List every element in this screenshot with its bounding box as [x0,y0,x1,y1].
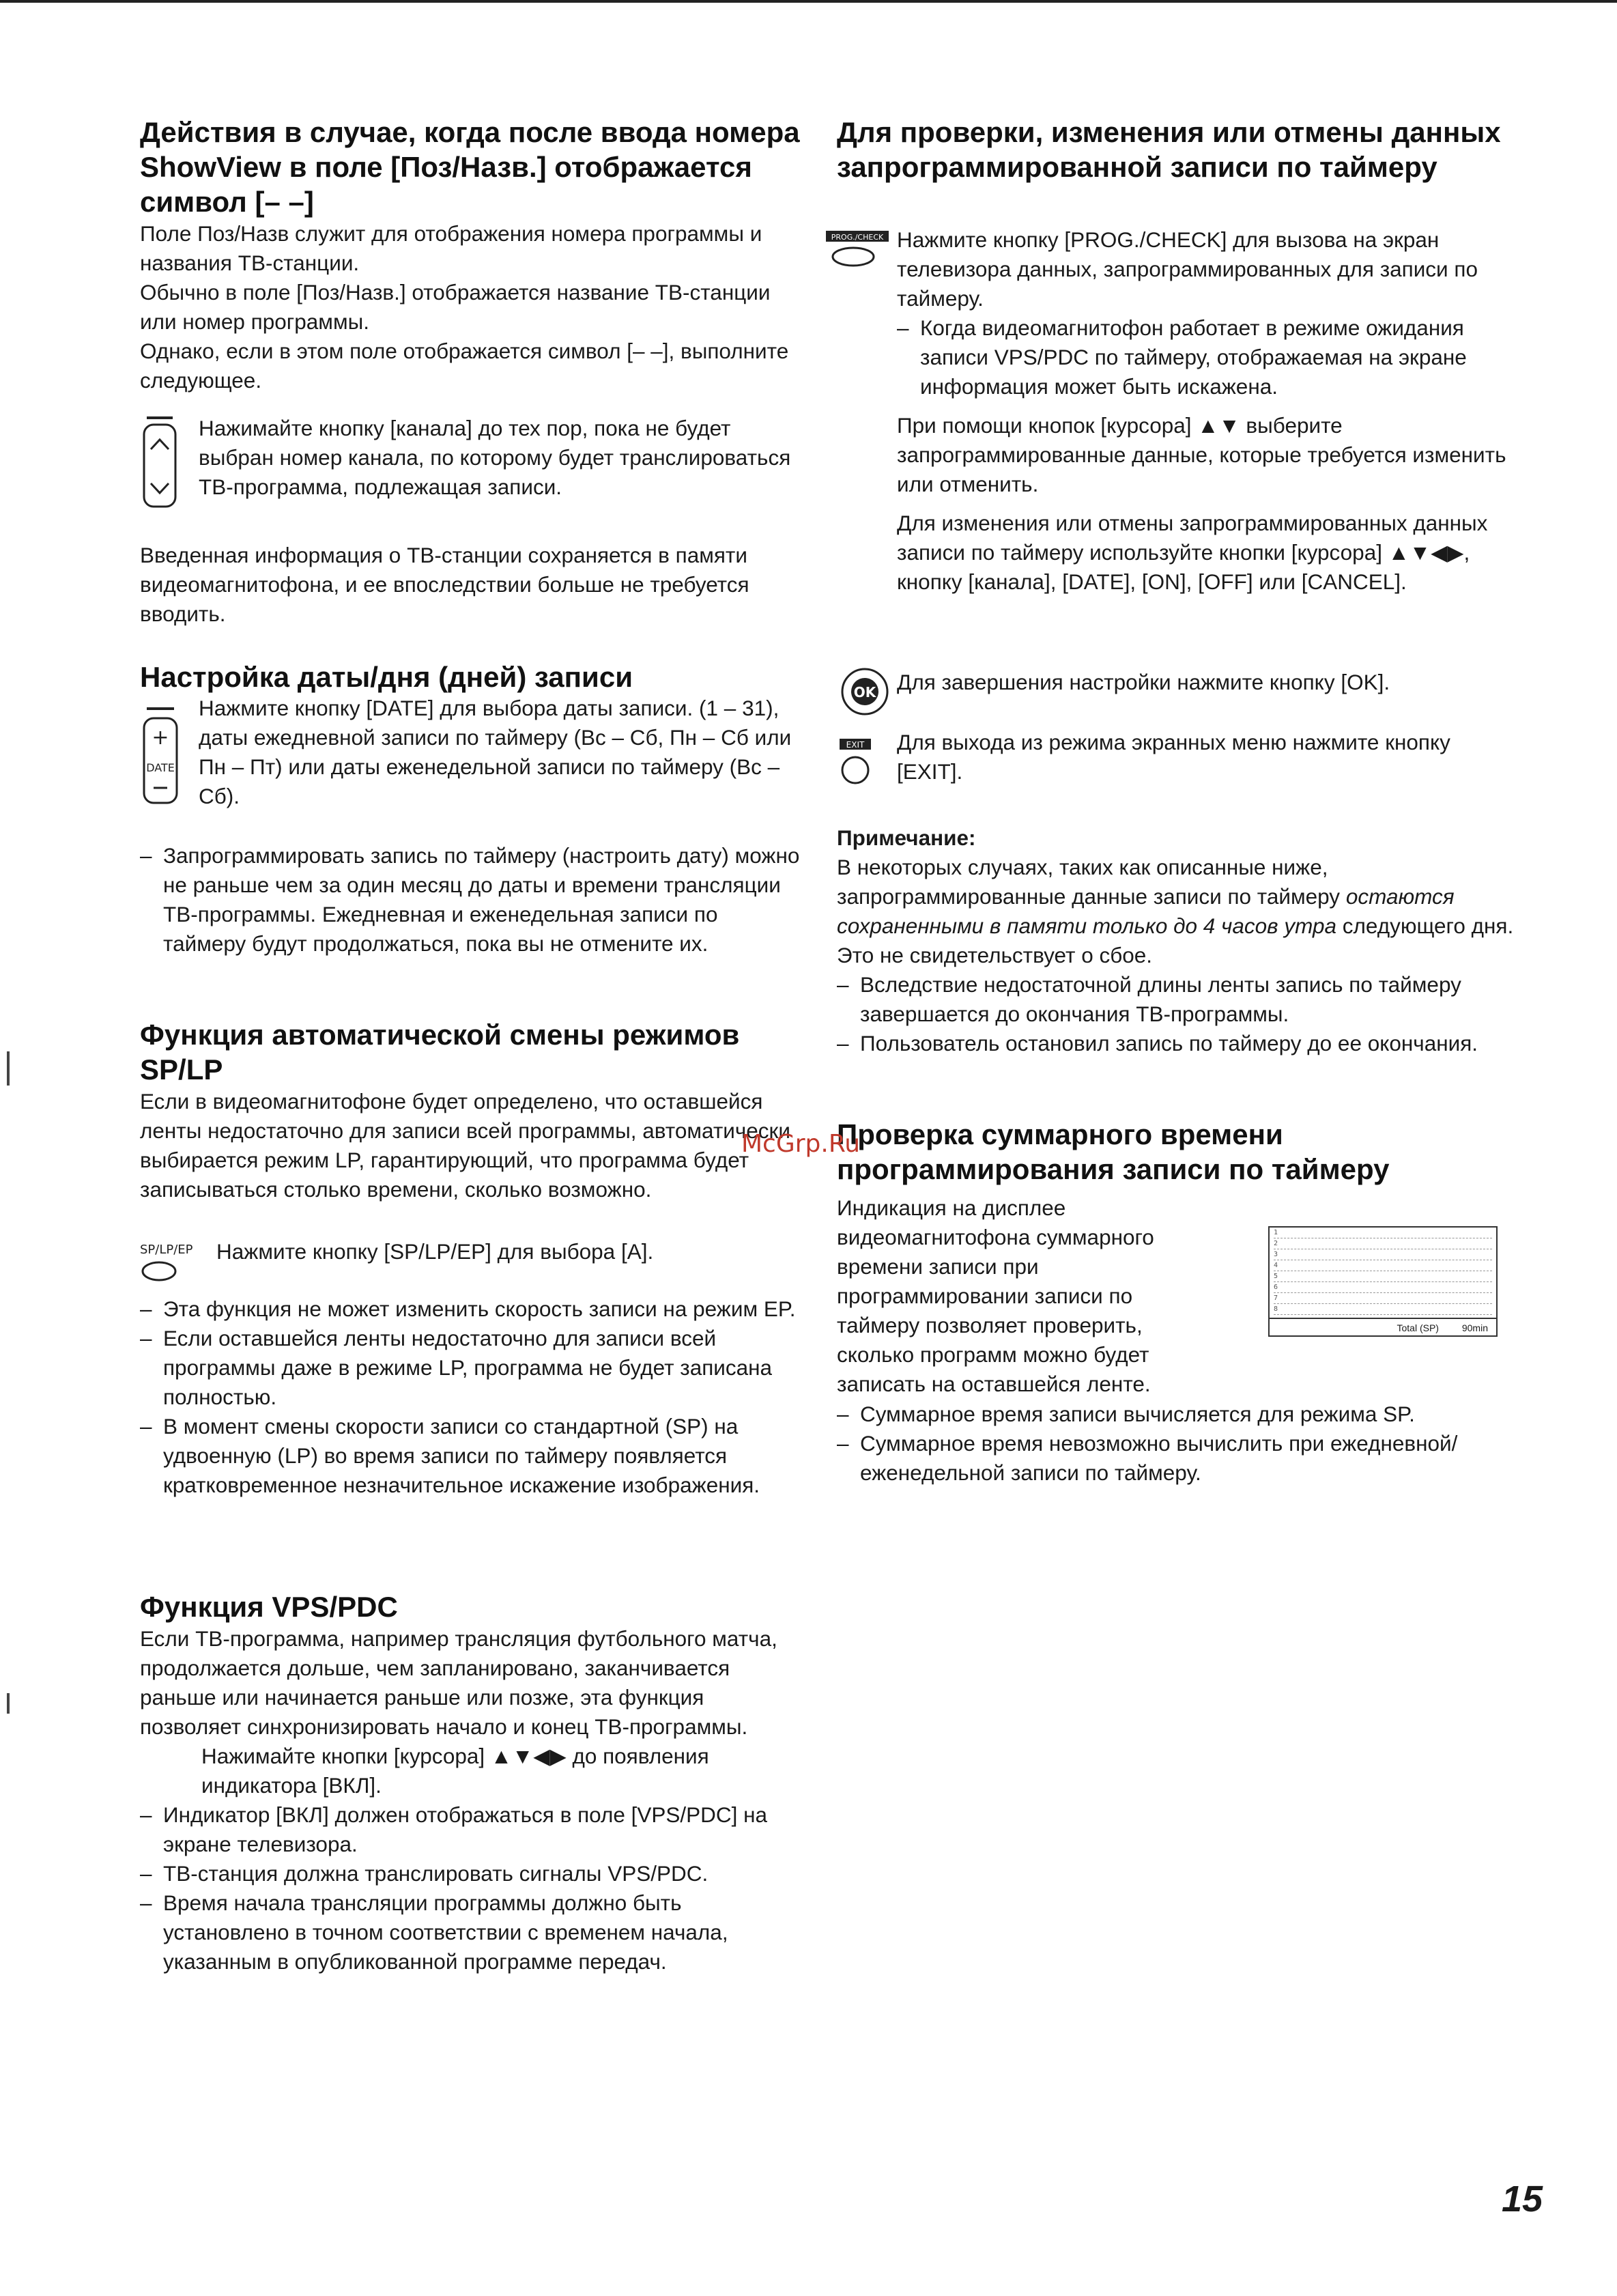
dash-item: – В момент смены скорости записи со стандартной (SP) на удвоенную (LP) во время записи по таймеру появляется кратковременное незначительное искажение изображения. [140,1412,802,1500]
dash-item: – Запрограммировать запись по таймеру (настроить дату) можно не раньше чем за один месяц до даты и времени трансляции ТВ-программы. Ежедневная и еженедельная записи по таймеру будут продолжаться, пока вы не отмените их. [140,841,802,959]
date-icon-label: DATE [146,761,175,774]
display-row: 5 [1274,1271,1492,1282]
watermark: McGrp.Ru [741,1130,861,1158]
channel-button-icon [140,415,180,514]
section-title: Для проверки, изменения или отмены данных запрограммированной записи по таймеру [837,116,1501,183]
step-text: Для завершения настройки нажмите кнопку [OK]. [897,670,1390,694]
display-row: 3 [1274,1249,1492,1260]
paragraph: Поле Поз/Назв служит для отображения номера программы и названия ТВ-станции. [140,221,762,275]
display-row: 1 [1274,1228,1492,1238]
display-row: 6 [1274,1282,1492,1293]
step-text: Нажмите кнопку [PROG./CHECK] для вызова на экран телевизора данных, запрограммированных для записи по таймеру. [897,227,1478,311]
step-text: Нажмите кнопку [SP/LP/EP] для выбора [A]. [216,1239,654,1264]
dash-item: – Время начала трансляции программы должно быть установлено в точном соответствии с временем начала, указанным в опубликованной программе передач. [140,1888,802,1976]
section-date [140,660,802,694]
display-row: 7 [1274,1293,1492,1304]
section-prog-check [837,115,1519,184]
note-title: Примечание: [837,825,976,850]
note-text: следующего дня. Это не свидетельствует о сбое. [837,913,1514,967]
display-row: 4 [1274,1260,1492,1271]
note-italic: остаются сохраненными в памяти только до 4 часов утра [837,884,1455,938]
paragraph: Введенная информация о ТВ-станции сохраняется в памяти видеомагнитофона, и ее впоследствии больше не требуется вводить. [140,543,749,626]
prog-check-step [897,225,1511,597]
page-number: 15 [1502,2179,1543,2220]
dash-item: – Когда видеомагнитофон работает в режиме ожидания записи VPS/PDC по таймеру, отображаемая на экране информация может быть искажена. [897,313,1511,401]
channel-step [199,414,799,502]
display-total-label: Total (SP) [1397,1322,1439,1333]
step-text: Нажмите кнопку [DATE] для выбора даты записи. (1 – 31), даты ежедневной записи по таймеру (Вс – Сб, Пн – Сб или Пн – Пт) или даты еженедельной записи по таймеру (Вс – Сб). [199,696,792,808]
exit-button-icon [840,735,881,790]
date-step [199,694,799,811]
splp-notes [140,1294,802,1500]
display-row: 8 [1274,1304,1492,1315]
splpep-button-icon [140,1241,195,1287]
paragraph: Индикация на дисплее видеомагнитофона суммарного времени записи при программировании записи по таймеру позволяет проверить, сколько программ можно будет записать на оставшейся ленте. [837,1195,1154,1396]
display-row: 2 [1274,1238,1492,1249]
note-block [837,823,1519,1058]
paragraph: Однако, если в этом поле отображается символ [– –], выполните следующее. [140,339,789,393]
date-button-icon [140,705,181,810]
section-title: Функция VPS/PDC [140,1591,398,1623]
step-text: Нажимайте кнопку [канала] до тех пор, пока не будет выбран номер канала, по которому будет транслироваться ТВ-программа, подлежащая записи. [199,416,791,499]
prog-check-button-icon [826,229,891,274]
section-splp [140,1017,802,1204]
ok-icon-label: OK [853,684,876,700]
showview-footnote [140,541,802,629]
step-text: Нажимайте кнопки [курсора] ▲▼◀▶ до появления индикатора [ВКЛ]. [201,1744,709,1798]
splpep-icon-label: SP/LP/EP [140,1243,193,1257]
scan-mark [7,1693,10,1714]
dash-item: – Вследствие недостаточной длины ленты запись по таймеру завершается до окончания ТВ-программы. [837,970,1519,1029]
paragraph: Для изменения или отмены запрограммированных данных записи по таймеру используйте кнопки [курсора] ▲▼◀▶, кнопку [канала], [DATE], [ON], [OFF] или [CANCEL]. [897,511,1488,594]
svg-text:+: + [152,726,169,750]
paragraph: При помощи кнопок [курсора] ▲▼ выберите запрограммированные данные, которые требуется изменить или отменить. [897,413,1506,496]
section-vps [140,1589,802,1976]
dash-item: – ТВ-станция должна транслировать сигналы VPS/PDC. [140,1859,802,1888]
section-showview [140,115,802,395]
section-title: Функция автоматической смены режимов SP/LP [140,1019,740,1086]
dash-item: – Если оставшейся ленты недостаточно для записи всей программы даже в режиме LP, программа не будет записана полностью. [140,1324,802,1412]
display-total-value: 90min [1461,1322,1488,1333]
total-time-text [837,1193,1219,1399]
paragraph [837,853,1519,970]
dash-item: – Эта функция не может изменить скорость записи на режим EP. [140,1294,802,1324]
display-total [1270,1318,1496,1335]
display-rows [1270,1228,1496,1315]
dash-item: – Индикатор [ВКЛ] должен отображаться в поле [VPS/PDC] на экране телевизора. [140,1800,802,1859]
scan-mark [7,1051,10,1086]
total-time-notes [837,1400,1519,1488]
section-title: Проверка суммарного времени программирования записи по таймеру [837,1118,1390,1185]
dash-item: – Пользователь остановил запись по таймеру до ее окончания. [837,1029,1519,1058]
section-total-time [837,1117,1519,1187]
exit-step [897,728,1511,786]
dash-item: – Суммарное время невозможно вычислить при ежедневной/еженедельной записи по таймеру. [837,1429,1519,1488]
section-title: Настройка даты/дня (дней) записи [140,661,633,693]
paragraph: Если в видеомагнитофоне будет определено, что оставшейся ленты недостаточно для записи всей программы, автоматически выбирается режим LP, гарантирующий, что программа будет записываться столько времени, сколько возможно. [140,1089,790,1202]
exit-icon-label: EXIT [846,740,865,750]
splp-step [216,1237,797,1266]
section-title: Действия в случае, когда после ввода номера ShowView в поле [Поз/Назв.] отображается символ [– –] [140,116,800,218]
ok-step [897,668,1511,697]
top-border [0,0,1617,3]
ok-button-icon [840,666,890,720]
paragraph: Обычно в поле [Поз/Назв.] отображается название ТВ-станции или номер программы. [140,280,771,334]
date-note [140,841,802,959]
note-text: В некоторых случаях, таких как описанные ниже, запрограммированные данные записи по таймеру [837,855,1346,909]
vcr-display-illustration [1268,1226,1498,1337]
prog-check-icon-label: PROG./CHECK [831,233,884,242]
step-text: Для выхода из режима экранных меню нажмите кнопку [EXIT]. [897,730,1450,784]
dash-item: – Суммарное время записи вычисляется для режима SP. [837,1400,1519,1429]
paragraph: Если ТВ-программа, например трансляция футбольного матча, продолжается дольше, чем запланировано, заканчивается раньше или начинается раньше или позже, эта функция позволяет синхронизировать начало и конец ТВ-программы. [140,1626,777,1739]
